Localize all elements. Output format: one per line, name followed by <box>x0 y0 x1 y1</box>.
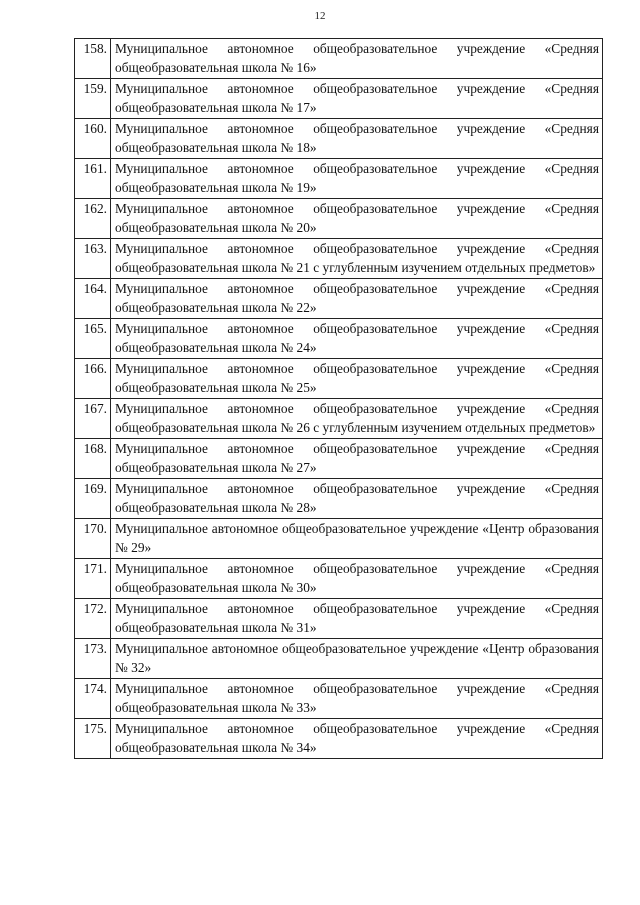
table-row <box>75 519 603 559</box>
table-row <box>75 159 603 199</box>
row-number: 158. <box>75 39 111 79</box>
institution-name: Муниципальное автономное общеобразовательное учреждение «Средняя общеобразовательная школа № 34» <box>111 719 603 759</box>
table-row <box>75 239 603 279</box>
table-row <box>75 679 603 719</box>
table-row <box>75 279 603 319</box>
table-row <box>75 439 603 479</box>
row-number: 161. <box>75 159 111 199</box>
institution-name: Муниципальное автономное общеобразовательное учреждение «Средняя общеобразовательная школа № 26 с углубленным изучением отдельных предметов» <box>111 399 603 439</box>
table-row <box>75 719 603 759</box>
institutions-table <box>74 38 603 759</box>
institutions-table-body <box>75 39 603 759</box>
table-row <box>75 39 603 79</box>
row-number: 170. <box>75 519 111 559</box>
institution-name: Муниципальное автономное общеобразовательное учреждение «Центр образования № 32» <box>111 639 603 679</box>
institution-name: Муниципальное автономное общеобразовательное учреждение «Средняя общеобразовательная школа № 25» <box>111 359 603 399</box>
table-row <box>75 359 603 399</box>
table-row <box>75 399 603 439</box>
row-number: 173. <box>75 639 111 679</box>
table-row <box>75 479 603 519</box>
row-number: 160. <box>75 119 111 159</box>
institution-name: Муниципальное автономное общеобразовательное учреждение «Средняя общеобразовательная школа № 24» <box>111 319 603 359</box>
row-number: 172. <box>75 599 111 639</box>
row-number: 165. <box>75 319 111 359</box>
table-row <box>75 639 603 679</box>
row-number: 174. <box>75 679 111 719</box>
table-row <box>75 199 603 239</box>
institution-name: Муниципальное автономное общеобразовательное учреждение «Центр образования № 29» <box>111 519 603 559</box>
table-row <box>75 599 603 639</box>
row-number: 175. <box>75 719 111 759</box>
page-number: 12 <box>314 10 326 22</box>
table-row <box>75 319 603 359</box>
institution-name: Муниципальное автономное общеобразовательное учреждение «Средняя общеобразовательная школа № 17» <box>111 79 603 119</box>
institution-name: Муниципальное автономное общеобразовательное учреждение «Средняя общеобразовательная школа № 30» <box>111 559 603 599</box>
row-number: 169. <box>75 479 111 519</box>
row-number: 164. <box>75 279 111 319</box>
institution-name: Муниципальное автономное общеобразовательное учреждение «Средняя общеобразовательная школа № 21 с углубленным изучением отдельных предметов» <box>111 239 603 279</box>
institution-name: Муниципальное автономное общеобразовательное учреждение «Средняя общеобразовательная школа № 20» <box>111 199 603 239</box>
institution-name: Муниципальное автономное общеобразовательное учреждение «Средняя общеобразовательная школа № 31» <box>111 599 603 639</box>
institution-name: Муниципальное автономное общеобразовательное учреждение «Средняя общеобразовательная школа № 18» <box>111 119 603 159</box>
row-number: 159. <box>75 79 111 119</box>
institution-name: Муниципальное автономное общеобразовательное учреждение «Средняя общеобразовательная школа № 28» <box>111 479 603 519</box>
table-row <box>75 559 603 599</box>
row-number: 167. <box>75 399 111 439</box>
table-row <box>75 119 603 159</box>
row-number: 166. <box>75 359 111 399</box>
institution-name: Муниципальное автономное общеобразовательное учреждение «Средняя общеобразовательная школа № 33» <box>111 679 603 719</box>
row-number: 162. <box>75 199 111 239</box>
row-number: 171. <box>75 559 111 599</box>
institution-name: Муниципальное автономное общеобразовательное учреждение «Средняя общеобразовательная школа № 19» <box>111 159 603 199</box>
institution-name: Муниципальное автономное общеобразовательное учреждение «Средняя общеобразовательная школа № 16» <box>111 39 603 79</box>
institution-name: Муниципальное автономное общеобразовательное учреждение «Средняя общеобразовательная школа № 22» <box>111 279 603 319</box>
row-number: 168. <box>75 439 111 479</box>
row-number: 163. <box>75 239 111 279</box>
institution-name: Муниципальное автономное общеобразовательное учреждение «Средняя общеобразовательная школа № 27» <box>111 439 603 479</box>
table-row <box>75 79 603 119</box>
